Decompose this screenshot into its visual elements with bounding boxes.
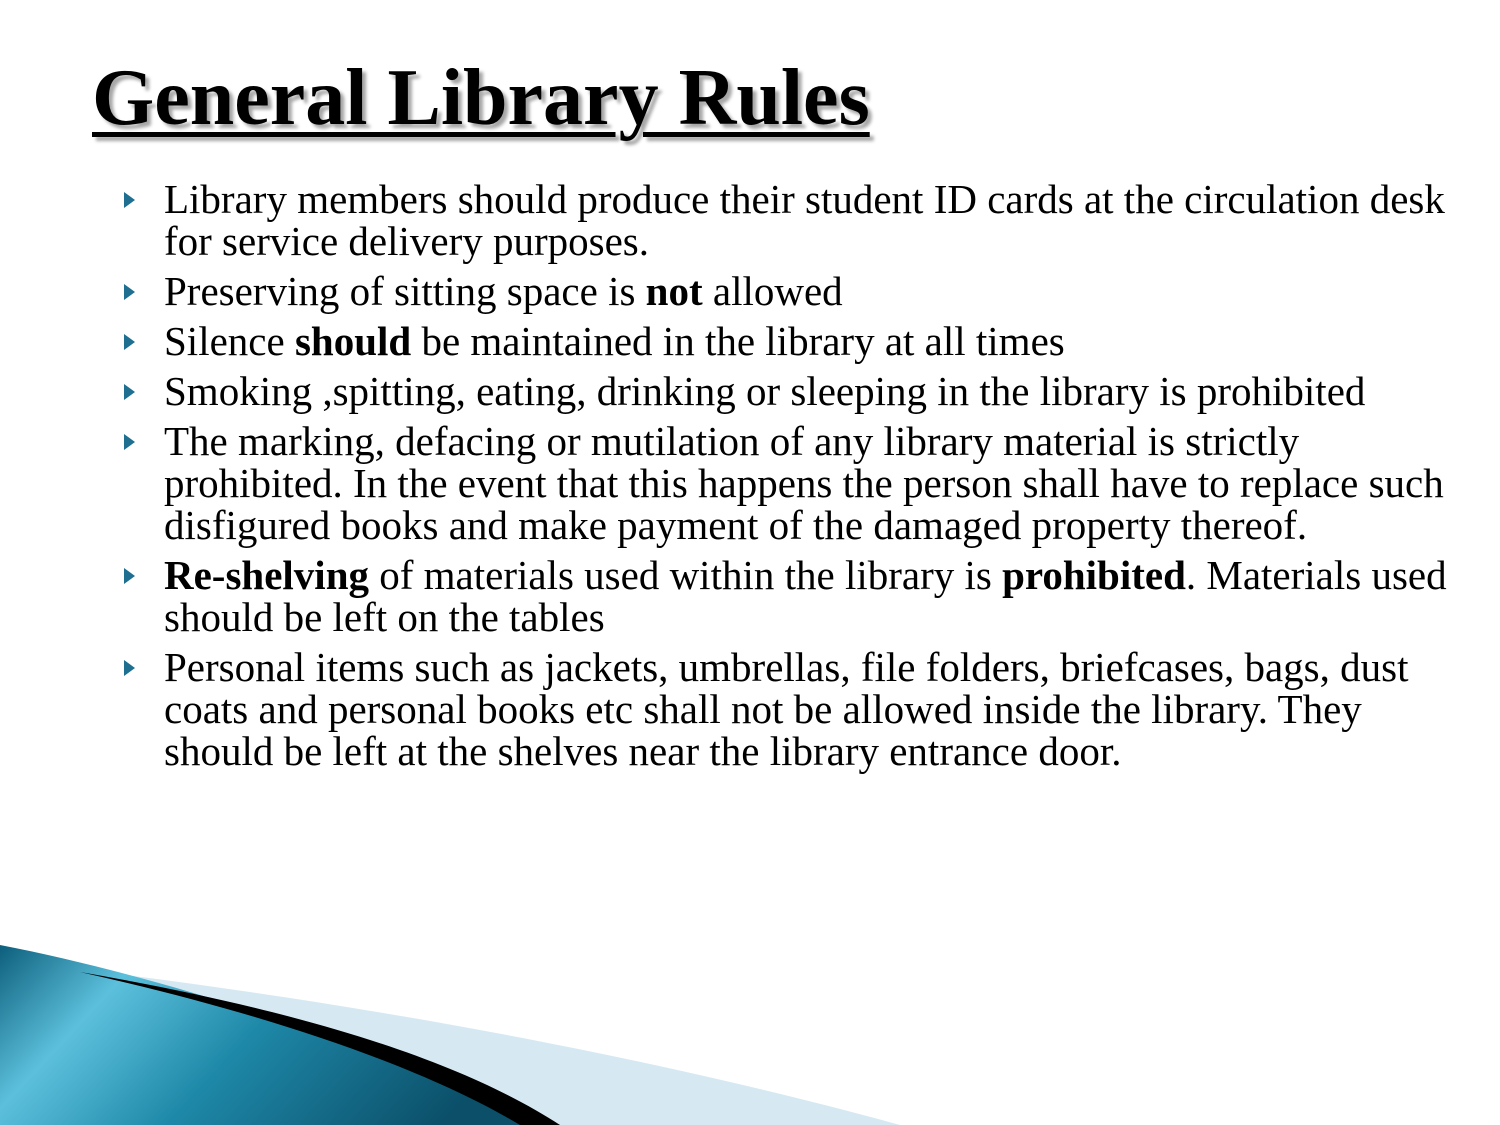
rule-item: [120, 554, 1460, 638]
rule-item: [120, 178, 1460, 262]
rule-text-bold: Re-shelving: [164, 552, 369, 598]
wave-pale-band: [70, 968, 900, 1125]
rule-text: Silence: [164, 318, 295, 364]
right-triangle-bullet-icon: [124, 384, 135, 400]
rule-text-bold: should: [294, 318, 412, 364]
rules-list: [120, 178, 1460, 780]
right-triangle-bullet-icon: [124, 192, 135, 208]
page-title: General Library Rules: [92, 54, 870, 142]
rule-text: allowed: [702, 268, 843, 314]
rule-text: Personal items such as jackets, umbrellas, file folders, briefcases, bags, dust coats and personal books etc shall not be allowed inside the library. They should be left at the shelves near the library entrance door.: [164, 644, 1409, 774]
right-triangle-bullet-icon: [124, 434, 135, 450]
right-triangle-bullet-icon: [124, 568, 135, 584]
rule-text: Smoking ,spitting, eating, drinking or sleeping in the library is prohibited: [164, 368, 1366, 414]
rule-text: Library members should produce their student ID cards at the circulation desk for service delivery purposes.: [164, 176, 1445, 264]
rule-text: of materials used within the library is: [369, 552, 1003, 598]
right-triangle-bullet-icon: [124, 284, 135, 300]
rule-item: [120, 320, 1460, 362]
wave-blue-band: [0, 945, 560, 1125]
rule-item: [120, 420, 1460, 546]
rule-text: Preserving of sitting space is: [164, 268, 646, 314]
rule-text-bold: prohibited: [1002, 552, 1186, 598]
wave-black-band: [80, 972, 560, 1125]
rule-item: [120, 270, 1460, 312]
rule-item: [120, 370, 1460, 412]
rule-text: . Materials used should be left on the tables: [164, 552, 1447, 640]
rule-text: The marking, defacing or mutilation of any library material is strictly prohibited. In the event that this happens the person shall have to replace such disfigured books and make payment of the damaged property thereof.: [164, 418, 1444, 548]
right-triangle-bullet-icon: [124, 660, 135, 676]
right-triangle-bullet-icon: [124, 334, 135, 350]
rule-text: be maintained in the library at all times: [411, 318, 1065, 364]
rule-text-bold: not: [645, 268, 703, 314]
rule-item: [120, 646, 1460, 772]
